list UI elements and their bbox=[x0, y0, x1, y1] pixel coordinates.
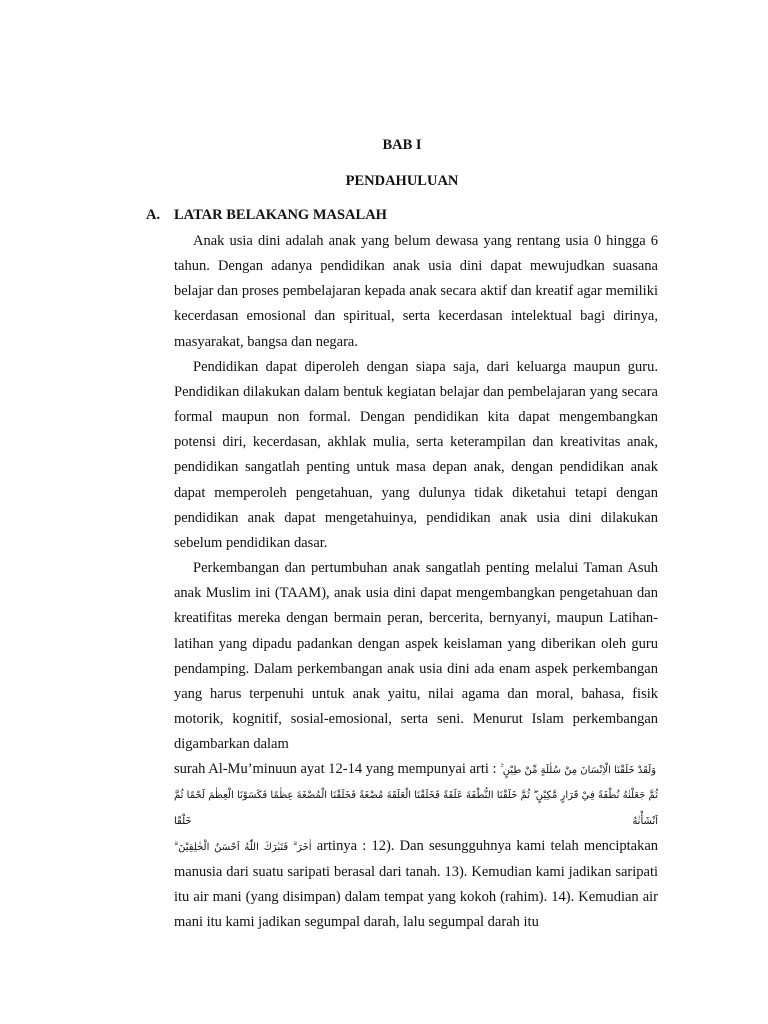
paragraph-2: Pendidikan dapat diperoleh dengan siapa saja, dari keluarga maupun guru. Pendidikan dilakukan dalam bentuk kegiatan belajar dan pembelajaran yang secara formal maupun non formal. Dengan pendidikan kita dapat mengembangkan potensi diri, kecerdasan, akhlak mulia, serta keterampilan dan kreativitas anak, pendidikan sangatlah penting untuk masa depan anak, dengan pendidikan anak dapat memperoleh pengetahuan, yang dulunya tidak diketahui tetapi dengan pendidikan anak dapat mengetahuinya, pendidikan anak usia dini dilakukan sebelum pendidikan dasar. bbox=[174, 358, 658, 551]
chapter-number: BAB I bbox=[382, 137, 422, 153]
arabic-verse-14-end: اٰخَرَ ۗ فَتَبٰرَكَ اللّٰهُ اَحْسَنُ الْخٰلِقِيْنَ ۗ bbox=[174, 841, 312, 853]
body-text bbox=[174, 229, 658, 935]
chapter-title: PENDAHULUAN bbox=[345, 173, 459, 189]
section-number: A. bbox=[146, 207, 161, 223]
section-heading bbox=[146, 207, 387, 224]
paragraph-1: Anak usia dini adalah anak yang belum dewasa yang rentang usia 0 hingga 6 tahun. Dengan adanya pendidikan anak usia dini dapat mewujudkan suasana belajar dan proses pembelajaran kepada anak secara aktif dan kreatif agar memiliki kecerdasan emosional dan spiritual, serta kecerdasan intelektual bagi dirinya, masyarakat, bangsa dan negara. bbox=[174, 233, 658, 350]
verse-translation: artinya : 12). Dan sesungguhnya kami telah menciptakan manusia dari suatu saripati berasal dari tanah. 13). Kemudian kami jadikan saripati itu air mani (yang disimpan) dalam tempat yang kokoh (rahim). 14). Kemudian air mani itu kami jadikan segumpal darah, lalu segumpal darah itu bbox=[174, 837, 658, 931]
arabic-verse-13-14: ثُمَّ جَعَلْنٰهُ نُطْفَةً فِيْ قَرَارٍ مَّكِيْنٍ ۖ ثُمَّ خَلَقْنَا النُّطْفَةَ عَلَقَةً فَخَلَقْنَا الْعَلَقَةَ مُضْغَةً فَخَلَقْنَا الْمُضْغَةَ عِظٰمًا فَكَسَوْنَا الْعِظٰمَ لَحْمًا ثُمَّ اَنْشَأْنٰهُ خَلْقًا bbox=[174, 790, 658, 827]
surah-reference: surah Al-Mu’minuun ayat 12-14 yang mempunyai arti : bbox=[174, 761, 497, 778]
arabic-verse-12: وَلَقَدْ خَلَقْنَا الْاِنْسَانَ مِنْ سُلٰلَةٍ مِّنْ طِيْنٍ ۚ bbox=[500, 765, 657, 777]
section-title: LATAR BELAKANG MASALAH bbox=[174, 207, 387, 223]
paragraph-3: Perkembangan dan pertumbuhan anak sangatlah penting melalui Taman Asuh anak Muslim ini (TAAM), anak usia dini dapat mengembangkan pengetahuan dan kreatifitas mereka dengan bermain peran, bercerita, bernyanyi, maupun Latihan-latihan yang dipadu padankan dengan aspek keislaman yang diberikan oleh guru pendamping. Dalam perkembangan anak usia dini ada enam aspek perkembangan yang harus terpenuhi untuk anak yaitu, nilai agama dan moral, bahasa, fisik motorik, kognitif, sosial-emosional, serta seni. Menurut Islam perkembangan digambarkan dalam bbox=[174, 560, 658, 753]
paragraph-3-continuation bbox=[174, 757, 658, 935]
